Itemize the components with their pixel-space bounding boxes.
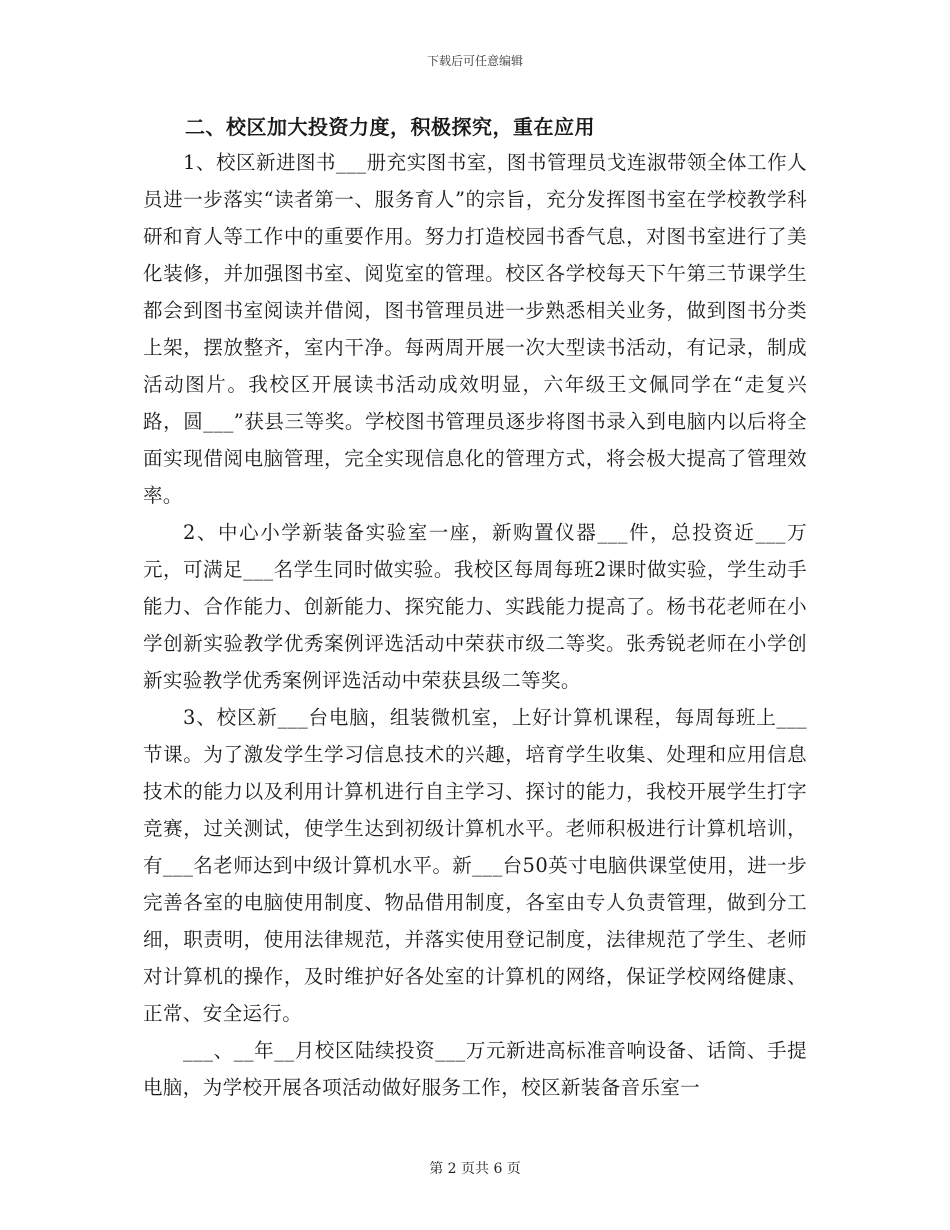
paragraph-music-equipment: ___、__年__月校区陆续投资___万元新进高标准音响设备、话筒、手提电脑，为学校开展各项活动做好服务工作，校区新装备音乐室一 — [143, 1039, 807, 1099]
document-body — [143, 110, 807, 1106]
page-number: 第 2 页共 6 页 — [429, 1161, 521, 1177]
paragraph-laboratory: 2、中心小学新装备实验室一座，新购置仪器___件，总投资近___万元，可满足___名学生同时做实验。我校区每周每班2课时做实验，学生动手能力、合作能力、创新能力、探究能力、实践能力提高了。杨书花老师在小学创新实验教学优秀案例评选活动中荣获市级二等奖。张秀锐老师在小学创新实验教学优秀案例评选活动中荣获县级二等奖。 — [143, 521, 807, 692]
page-header: 下载后可任意编辑 — [426, 54, 523, 68]
paragraph-library: 1、校区新进图书___册充实图书室，图书管理员戈连淑带领全体工作人员进一步落实“读者第一、服务育人”的宗旨，充分发挥图书室在学校教学科研和育人等工作中的重要作用。努力打造校园书香气息，对图书室进行了美化装修，并加强图书室、阅览室的管理。校区各学校每天下午第三节课学生都会到图书室阅读并借阅，图书管理员进一步熟悉相关业务，做到图书分类上架，摆放整齐，室内干净。每两周开展一次大型读书活动，有记录，制成活动图片。我校区开展读书活动成效明显，六年级王文佩同学在“走复兴路，圆___”获县三等奖。学校图书管理员逐步将图书录入到电脑内以后将全面实现借阅电脑管理，完全实现信息化的管理方式，将会极大提高了管理效率。 — [143, 151, 807, 507]
paragraph-computer-room: 3、校区新___台电脑，组装微机室，上好计算机课程，每周每班上___节课。为了激发学生学习信息技术的兴趣，培育学生收集、处理和应用信息技术的能力以及利用计算机进行自主学习、探讨的能力，我校开展学生打字竞赛，过关测试，使学生达到初级计算机水平。老师积极进行计算机培训，有___名老师达到中级计算机水平。新___台50英寸电脑供课堂使用，进一步完善各室的电脑使用制度、物品借用制度，各室由专人负责管理，做到分工细，职责明，使用法律规范，并落实使用登记制度，法律规范了学生、老师对计算机的操作，及时维护好各处室的计算机的网络，保证学校网络健康、正常、安全运行。 — [143, 706, 807, 1025]
section-heading: 二、校区加大投资力度，积极探究，重在应用 — [185, 115, 595, 139]
